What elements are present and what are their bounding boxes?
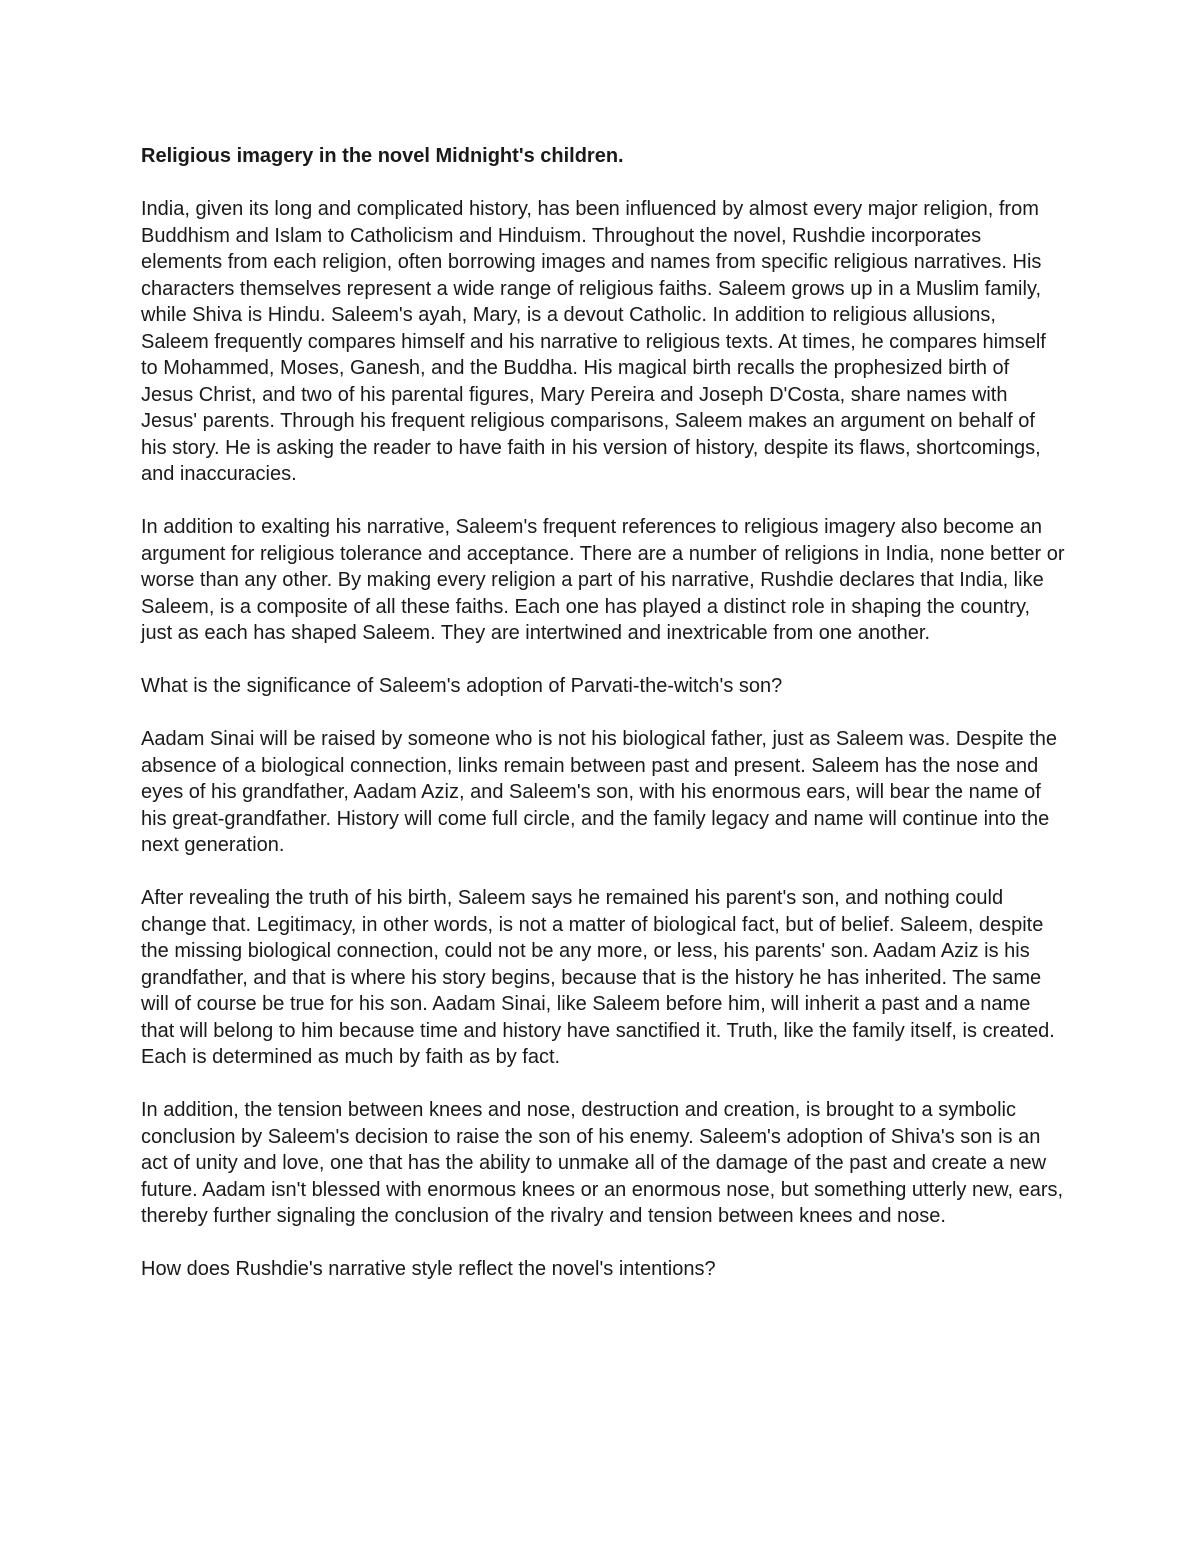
paragraph-knees-and-nose: In addition, the tension between knees and nose, destruction and creation, is brought to a symbolic conclusion by Saleem's decision to raise the son of his enemy. Saleem's adoption of Shiva's son is an act of unity and love, one that has the ability to unmake all of the damage of the past and create a new future. Aadam isn't blessed with enormous knees or an enormous nose, but something utterly new, ears, thereby further signaling the conclusion of the rivalry and tension between knees and nose. xyxy=(141,1099,1064,1227)
document-page xyxy=(141,143,1066,1309)
paragraph-aadam-sinai: Aadam Sinai will be raised by someone who is not his biological father, just as Saleem was. Despite the absence of a biological connection, links remain between past and present. Saleem has the nose and eyes of his grandfather, Aadam Aziz, and Saleem's son, with his enormous ears, will bear the name of his great-grandfather. History will come full circle, and the family legacy and name will continue into the next generation. xyxy=(141,728,1058,856)
question-narrative-style: How does Rushdie's narrative style reflect the novel's intentions? xyxy=(141,1258,716,1280)
document-title: Religious imagery in the novel Midnight's children. xyxy=(141,145,624,167)
question-adoption-significance: What is the significance of Saleem's adoption of Parvati-the-witch's son? xyxy=(141,675,783,697)
paragraph-religious-tolerance: In addition to exalting his narrative, Saleem's frequent references to religious imagery also become an argument for religious tolerance and acceptance. There are a number of religions in India, none better or worse than any other. By making every religion a part of his narrative, Rushdie declares that India, like Saleem, is a composite of all these faiths. Each one has played a distinct role in shaping the country, just as each has shaped Saleem. They are intertwined and inextricable from one another. xyxy=(141,516,1065,644)
paragraph-religious-imagery: India, given its long and complicated history, has been influenced by almost every major religion, from Buddhism and Islam to Catholicism and Hinduism. Throughout the novel, Rushdie incorporates elements from each religion, often borrowing images and names from specific religious narratives. His characters themselves represent a wide range of religious faiths. Saleem grows up in a Muslim family, while Shiva is Hindu. Saleem's ayah, Mary, is a devout Catholic. In addition to religious allusions, Saleem frequently compares himself and his narrative to religious texts. At times, he compares himself to Mohammed, Moses, Ganesh, and the Buddha. His magical birth recalls the prophesized birth of Jesus Christ, and two of his parental figures, Mary Pereira and Joseph D'Costa, share names with Jesus' parents. Through his frequent religious comparisons, Saleem makes an argument on behalf of his story. He is asking the reader to have faith in his version of history, despite its flaws, shortcomings, and inaccuracies. xyxy=(141,198,1046,485)
paragraph-legitimacy: After revealing the truth of his birth, Saleem says he remained his parent's son, and nothing could change that. Legitimacy, in other words, is not a matter of biological fact, but of belief. Saleem, despite the missing biological connection, could not be any more, or less, his parents' son. Aadam Aziz is his grandfather, and that is where his story begins, because that is the history he has inherited. The same will of course be true for his son. Aadam Sinai, like Saleem before him, will inherit a past and a name that will belong to him because time and history have sanctified it. Truth, like the family itself, is created. Each is determined as much by faith as by fact. xyxy=(141,887,1055,1068)
